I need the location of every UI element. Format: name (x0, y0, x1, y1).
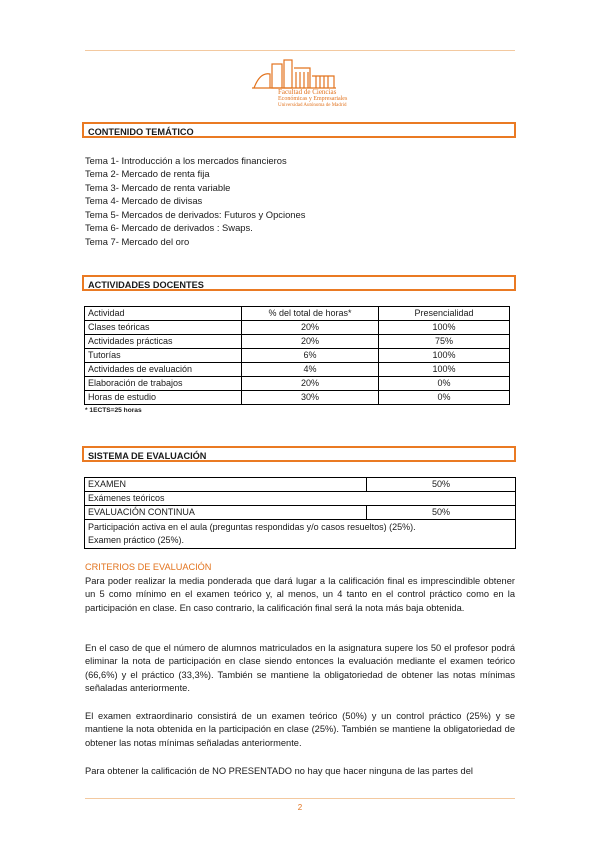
table-row (85, 335, 510, 349)
table-row (85, 377, 510, 391)
cell: Horas de estudio (85, 391, 242, 405)
section-contenido-heading: CONTENIDO TEMÁTICO (82, 122, 516, 138)
table-row (85, 478, 516, 492)
table-row (85, 321, 510, 335)
cell: Clases teóricas (85, 321, 242, 335)
cell: 100% (379, 349, 510, 363)
tema-item: Tema 7- Mercado del oro (85, 236, 190, 247)
table-header-row (85, 307, 510, 321)
criterios-paragraph-4: Para obtener la calificación de NO PRESENTADO no hay que hacer ninguna de las partes del (85, 766, 473, 776)
actividades-table (84, 306, 510, 405)
logo-line-1: Facultad de Ciencias (278, 88, 337, 96)
table-row (85, 349, 510, 363)
examen-pct: 50% (367, 478, 516, 492)
evaluacion-table (84, 477, 516, 549)
cell: 100% (379, 321, 510, 335)
continua-label: EVALUACIÓN CONTINUA (85, 506, 367, 520)
cell: 20% (242, 335, 379, 349)
continua-pct: 50% (367, 506, 516, 520)
examen-label: EXAMEN (85, 478, 367, 492)
cell: 4% (242, 363, 379, 377)
cell: Elaboración de trabajos (85, 377, 242, 391)
tema-item: Tema 2- Mercado de renta fija (85, 168, 210, 179)
cell: 0% (379, 391, 510, 405)
ects-note: * 1ECTS=25 horas (85, 407, 142, 414)
criterios-paragraph-3: El examen extraordinario consistirá de un examen teórico (50%) y un control práctico (25%) y se mantiene la nota obtenida en la participación en clase (25%). También se mantiene la obligatoriedad de obtener las notas mínimas señaladas anteriormente. (85, 711, 515, 748)
col-header: Presencialidad (379, 307, 510, 321)
cell: 6% (242, 349, 379, 363)
tema-item: Tema 4- Mercado de divisas (85, 195, 203, 206)
tema-item: Tema 3- Mercado de renta variable (85, 182, 231, 193)
continua-detail-2: Examen práctico (25%). (88, 535, 185, 545)
continua-detail (85, 520, 516, 549)
tema-item: Tema 5- Mercados de derivados: Futuros y Opciones (85, 209, 306, 220)
section-actividades-heading: ACTIVIDADES DOCENTES (82, 275, 516, 291)
table-row (85, 363, 510, 377)
tema-item: Tema 6- Mercado de derivados : Swaps. (85, 222, 253, 233)
logo-line-2: Económicas y Empresariales (278, 96, 348, 102)
cell: Actividades de evaluación (85, 363, 242, 377)
footer-rule (85, 798, 515, 799)
logo-line-3: Universidad Autónoma de Madrid (278, 103, 347, 108)
cell: 20% (242, 321, 379, 335)
tema-item: Tema 1- Introducción a los mercados financieros (85, 155, 287, 166)
cell: Tutorías (85, 349, 242, 363)
cell: 20% (242, 377, 379, 391)
page-number: 2 (297, 803, 303, 812)
table-row (85, 520, 516, 549)
cell: 75% (379, 335, 510, 349)
cell: 30% (242, 391, 379, 405)
col-header: Actividad (85, 307, 242, 321)
table-row (85, 492, 516, 506)
col-header: % del total de horas* (242, 307, 379, 321)
cell: 0% (379, 377, 510, 391)
criterios-title: CRITERIOS DE EVALUACIÓN (85, 562, 212, 572)
table-row (85, 506, 516, 520)
continua-detail-1: Participación activa en el aula (preguntas respondidas y/o casos resueltos) (25%). (88, 522, 416, 532)
table-row (85, 391, 510, 405)
cell: 100% (379, 363, 510, 377)
criterios-paragraph-2: En el caso de que el número de alumnos matriculados en la asignatura supere los 50 el profesor podrá eliminar la nota de participación en clase siendo entonces la evaluación mediante el examen teórico (66,6%) y el práctico (33,3%). También se mantiene la obligatoriedad de obtener las notas mínimas señaladas anteriormente. (85, 643, 515, 693)
examenes-teoricos: Exámenes teóricos (85, 492, 516, 506)
header-rule (85, 50, 515, 51)
cell: Actividades prácticas (85, 335, 242, 349)
section-evaluacion-heading: SISTEMA DE EVALUACIÓN (82, 446, 516, 462)
criterios-paragraph-1: Para poder realizar la media ponderada que dará lugar a la calificación final es imprescindible obtener un 5 como mínimo en el examen teórico y, al menos, un 4 tanto en el control práctico como en la participación en clase. En caso contrario, la calificación final será la nota más baja obtenida. (85, 576, 515, 613)
